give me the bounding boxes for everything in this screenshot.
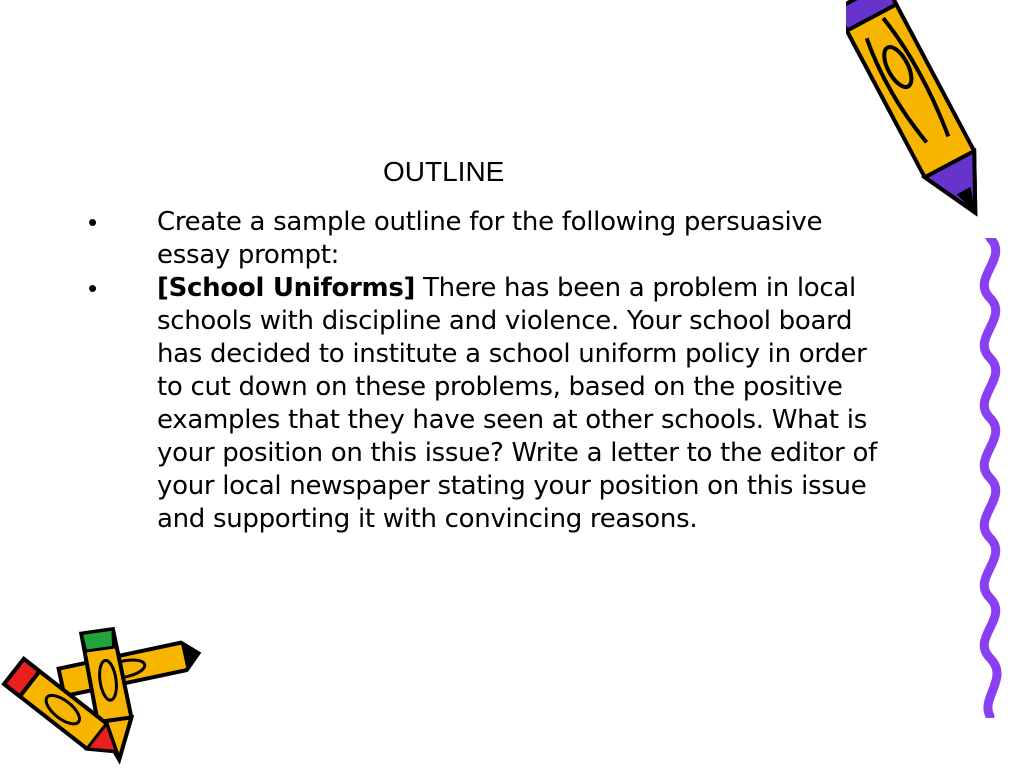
bullet-item-2 [88, 272, 878, 536]
bullet-text [157, 206, 878, 272]
bullet-item-1 [88, 206, 878, 272]
bullet-marker: • [88, 273, 97, 303]
bullet-body-text: Create a sample outline for the following persuasive essay prompt: [157, 207, 823, 270]
bullet-bold-text: [School Uniforms] [157, 273, 416, 303]
pencil-cluster-icon [0, 620, 210, 768]
squiggle-line-icon [965, 238, 1020, 718]
slide-title: OUTLINE [383, 156, 505, 187]
bullet-list [88, 206, 878, 536]
bullet-body-text: There has been a problem in local schools with discipline and violence. Your school board has decided to institute a school uniform policy in order to cut down on these problems, based on the positive examples that they have seen at other schools. What is your position on this issue? Write a letter to the editor of your local newspaper stating your position on this issue and supporting it with convincing reasons. [157, 273, 877, 534]
pencil-icon [846, 0, 1006, 250]
bullet-marker: • [88, 207, 97, 237]
bullet-text [157, 272, 878, 536]
